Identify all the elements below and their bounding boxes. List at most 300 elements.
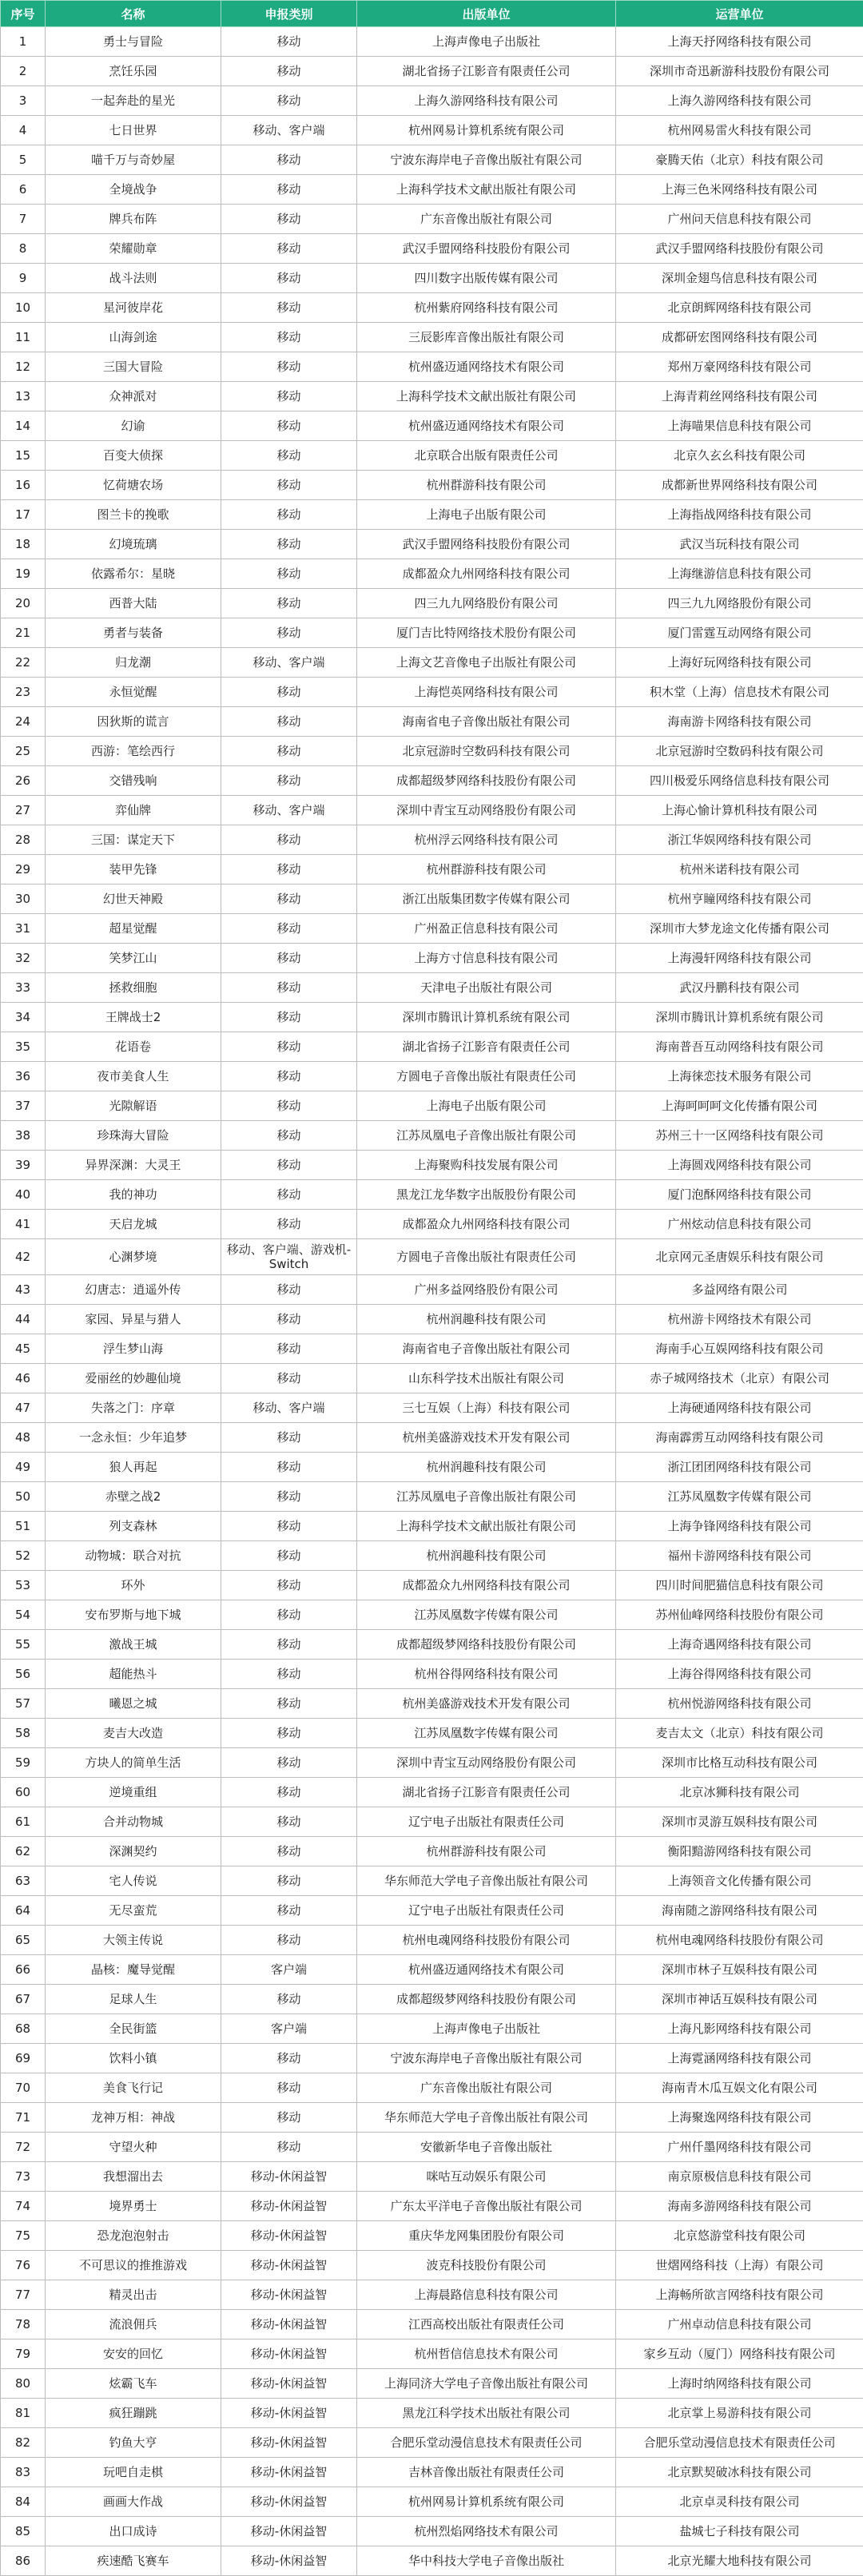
cell-category: 移动 — [221, 766, 357, 796]
cell-category: 移动 — [221, 1275, 357, 1305]
table-row — [1, 766, 863, 796]
cell-publisher: 深圳中青宝互动网络股份有限公司 — [357, 796, 616, 825]
cell-category: 移动-休闲益智 — [221, 2399, 357, 2428]
cell-index: 13 — [1, 382, 46, 411]
cell-operator: 杭州电魂网络科技股份有限公司 — [616, 1926, 863, 1955]
cell-operator: 上海凡影网络科技有限公司 — [616, 2014, 863, 2044]
cell-name: 安安的回忆 — [46, 2339, 221, 2369]
table-row — [1, 1091, 863, 1121]
cell-category: 移动-休闲益智 — [221, 2428, 357, 2458]
cell-index: 44 — [1, 1305, 46, 1334]
cell-index: 15 — [1, 441, 46, 471]
cell-name: 我的神功 — [46, 1180, 221, 1210]
cell-name: 七日世界 — [46, 116, 221, 145]
cell-operator: 合肥乐堂动漫信息技术有限责任公司 — [616, 2428, 863, 2458]
table-row — [1, 1837, 863, 1866]
cell-operator: 杭州亨瞳网络科技有限公司 — [616, 885, 863, 914]
table-row — [1, 1719, 863, 1748]
cell-name: 笑梦江山 — [46, 944, 221, 973]
table-row — [1, 1482, 863, 1512]
table-row — [1, 1985, 863, 2014]
cell-operator: 麦吉太文（北京）科技有限公司 — [616, 1719, 863, 1748]
cell-name: 忆荷塘农场 — [46, 471, 221, 500]
table-row — [1, 885, 863, 914]
cell-operator: 上海领音文化传播有限公司 — [616, 1866, 863, 1896]
cell-operator: 浙江团团网络科技有限公司 — [616, 1453, 863, 1482]
cell-category: 移动 — [221, 471, 357, 500]
cell-index: 40 — [1, 1180, 46, 1210]
cell-name: 饮料小镇 — [46, 2044, 221, 2073]
cell-name: 勇者与装备 — [46, 618, 221, 648]
cell-operator: 深圳市比格互动科技有限公司 — [616, 1748, 863, 1778]
table-row — [1, 2517, 863, 2546]
cell-index: 7 — [1, 205, 46, 234]
cell-name: 我想溜出去 — [46, 2162, 221, 2192]
cell-name: 光隙解语 — [46, 1091, 221, 1121]
table-row — [1, 1423, 863, 1453]
cell-operator: 衡阳黯游网络科技有限公司 — [616, 1837, 863, 1866]
cell-name: 烹饪乐园 — [46, 57, 221, 86]
cell-index: 5 — [1, 145, 46, 175]
cell-operator: 上海漫轩网络科技有限公司 — [616, 944, 863, 973]
cell-publisher: 宁波东海岸电子音像出版社有限公司 — [357, 2044, 616, 2073]
table-row — [1, 825, 863, 855]
cell-index: 10 — [1, 293, 46, 323]
cell-operator: 上海畅所欲言网络科技有限公司 — [616, 2280, 863, 2310]
cell-operator: 上海霓涵网络科技有限公司 — [616, 2044, 863, 2073]
cell-name: 疾速酷飞赛车 — [46, 2546, 221, 2576]
cell-index: 66 — [1, 1955, 46, 1985]
table-row — [1, 2073, 863, 2103]
cell-index: 25 — [1, 737, 46, 766]
cell-category: 移动-休闲益智 — [221, 2251, 357, 2280]
cell-category: 移动 — [221, 530, 357, 559]
cell-name: 西普大陆 — [46, 589, 221, 618]
cell-category: 客户端 — [221, 1955, 357, 1985]
cell-operator: 四三九九网络股份有限公司 — [616, 589, 863, 618]
cell-operator: 上海呵呵呵文化传播有限公司 — [616, 1091, 863, 1121]
cell-publisher: 黑龙江科学技术出版社有限公司 — [357, 2399, 616, 2428]
table-row — [1, 1305, 863, 1334]
cell-category: 移动-休闲益智 — [221, 2162, 357, 2192]
cell-category: 移动 — [221, 1896, 357, 1926]
cell-name: 安布罗斯与地下城 — [46, 1600, 221, 1630]
cell-name: 夜市美食人生 — [46, 1062, 221, 1091]
cell-category: 移动 — [221, 411, 357, 441]
cell-index: 28 — [1, 825, 46, 855]
cell-publisher: 江苏凤凰数字传媒有限公司 — [357, 1600, 616, 1630]
table-row — [1, 1003, 863, 1032]
cell-index: 63 — [1, 1866, 46, 1896]
cell-name: 钓鱼大亨 — [46, 2428, 221, 2458]
cell-index: 31 — [1, 914, 46, 944]
cell-operator: 豪腾天佑（北京）科技有限公司 — [616, 145, 863, 175]
cell-category: 移动-休闲益智 — [221, 2517, 357, 2546]
cell-index: 47 — [1, 1393, 46, 1423]
cell-index: 20 — [1, 589, 46, 618]
cell-operator: 广州卓动信息科技有限公司 — [616, 2310, 863, 2339]
cell-index: 23 — [1, 678, 46, 707]
cell-category: 移动 — [221, 57, 357, 86]
cell-index: 65 — [1, 1926, 46, 1955]
cell-publisher: 吉林音像出版社有限责任公司 — [357, 2458, 616, 2487]
cell-name: 画画大作战 — [46, 2487, 221, 2517]
cell-publisher: 三辰影库音像出版社有限公司 — [357, 323, 616, 352]
cell-publisher: 山东科学技术出版社有限公司 — [357, 1364, 616, 1393]
cell-index: 2 — [1, 57, 46, 86]
cell-publisher: 成都超级梦网络科技股份有限公司 — [357, 766, 616, 796]
cell-operator: 上海继游信息科技有限公司 — [616, 559, 863, 589]
cell-category: 移动-休闲益智 — [221, 2369, 357, 2399]
cell-publisher: 武汉手盟网络科技股份有限公司 — [357, 234, 616, 264]
cell-category: 移动 — [221, 2073, 357, 2103]
cell-category: 移动 — [221, 1689, 357, 1719]
cell-publisher: 上海声像电子出版社 — [357, 27, 616, 57]
table-row — [1, 737, 863, 766]
cell-category: 移动 — [221, 914, 357, 944]
table-row — [1, 707, 863, 737]
cell-operator: 赤子城网络技术（北京）有限公司 — [616, 1364, 863, 1393]
cell-operator: 上海硬通网络科技有限公司 — [616, 1393, 863, 1423]
table-row — [1, 500, 863, 530]
cell-publisher: 杭州群游科技有限公司 — [357, 1837, 616, 1866]
cell-index: 52 — [1, 1541, 46, 1571]
cell-publisher: 成都盈众九州网络科技有限公司 — [357, 1571, 616, 1600]
table-row — [1, 1955, 863, 1985]
cell-category: 移动 — [221, 293, 357, 323]
table-row — [1, 1239, 863, 1275]
cell-category: 移动 — [221, 1748, 357, 1778]
table-row — [1, 2044, 863, 2073]
cell-publisher: 天津电子出版社有限公司 — [357, 973, 616, 1003]
cell-name: 幻唐志：逍遥外传 — [46, 1275, 221, 1305]
cell-publisher: 上海同济大学电子音像出版社有限公司 — [357, 2369, 616, 2399]
table-row — [1, 796, 863, 825]
cell-name: 花语卷 — [46, 1032, 221, 1062]
cell-category: 移动 — [221, 264, 357, 293]
cell-index: 82 — [1, 2428, 46, 2458]
cell-name: 方块人的简单生活 — [46, 1748, 221, 1778]
cell-publisher: 武汉手盟网络科技股份有限公司 — [357, 530, 616, 559]
cell-category: 移动 — [221, 855, 357, 885]
cell-operator: 四川时间肥猫信息科技有限公司 — [616, 1571, 863, 1600]
cell-category: 移动 — [221, 737, 357, 766]
cell-category: 移动 — [221, 1151, 357, 1180]
cell-operator: 苏州三十一区网络科技有限公司 — [616, 1121, 863, 1151]
cell-category: 移动 — [221, 2103, 357, 2133]
cell-index: 29 — [1, 855, 46, 885]
cell-publisher: 方圆电子音像出版社有限责任公司 — [357, 1239, 616, 1275]
cell-publisher: 咪咕互动娱乐有限公司 — [357, 2162, 616, 2192]
cell-index: 37 — [1, 1091, 46, 1121]
cell-index: 12 — [1, 352, 46, 382]
cell-index: 48 — [1, 1423, 46, 1453]
cell-operator: 上海谷得网络科技有限公司 — [616, 1660, 863, 1689]
cell-index: 17 — [1, 500, 46, 530]
cell-name: 激战王城 — [46, 1630, 221, 1660]
cell-publisher: 湖北省扬子江影音有限责任公司 — [357, 57, 616, 86]
cell-publisher: 杭州哲信信息技术有限公司 — [357, 2339, 616, 2369]
cell-index: 16 — [1, 471, 46, 500]
cell-operator: 杭州米诺科技有限公司 — [616, 855, 863, 885]
cell-category: 移动、客户端 — [221, 648, 357, 678]
cell-operator: 浙江华娱网络科技有限公司 — [616, 825, 863, 855]
cell-category: 移动 — [221, 1364, 357, 1393]
cell-index: 1 — [1, 27, 46, 57]
cell-index: 9 — [1, 264, 46, 293]
cell-name: 流浪佣兵 — [46, 2310, 221, 2339]
cell-publisher: 江苏凤凰数字传媒有限公司 — [357, 1719, 616, 1748]
cell-category: 移动-休闲益智 — [221, 2339, 357, 2369]
cell-name: 动物城：联合对抗 — [46, 1541, 221, 1571]
cell-name: 战斗法则 — [46, 264, 221, 293]
cell-publisher: 方圆电子音像出版社有限责任公司 — [357, 1062, 616, 1091]
cell-category: 移动 — [221, 1210, 357, 1239]
table-row — [1, 1062, 863, 1091]
cell-category: 移动 — [221, 1778, 357, 1807]
cell-operator: 四川极爱乐网络信息科技有限公司 — [616, 766, 863, 796]
cell-index: 41 — [1, 1210, 46, 1239]
cell-category: 移动 — [221, 1541, 357, 1571]
cell-index: 6 — [1, 175, 46, 205]
cell-operator: 北京卓灵科技有限公司 — [616, 2487, 863, 2517]
table-row — [1, 2103, 863, 2133]
cell-index: 46 — [1, 1364, 46, 1393]
cell-name: 荣耀勋章 — [46, 234, 221, 264]
cell-category: 移动、客户端 — [221, 796, 357, 825]
cell-category: 移动-休闲益智 — [221, 2221, 357, 2251]
table-header-row — [1, 1, 863, 27]
cell-category: 移动 — [221, 1453, 357, 1482]
cell-publisher: 深圳市腾讯计算机系统有限公司 — [357, 1003, 616, 1032]
table-row — [1, 2399, 863, 2428]
header-index: 序号 — [1, 1, 46, 27]
cell-operator: 厦门泡酥网络科技有限公司 — [616, 1180, 863, 1210]
cell-name: 玩吧自走棋 — [46, 2458, 221, 2487]
table-row — [1, 264, 863, 293]
cell-publisher: 深圳中青宝互动网络股份有限公司 — [357, 1748, 616, 1778]
cell-operator: 北京久玄幺科技有限公司 — [616, 441, 863, 471]
cell-category: 移动 — [221, 382, 357, 411]
table-row — [1, 86, 863, 116]
cell-index: 39 — [1, 1151, 46, 1180]
cell-category: 移动 — [221, 1032, 357, 1062]
cell-index: 81 — [1, 2399, 46, 2428]
table-row — [1, 618, 863, 648]
cell-operator: 上海天抒网络科技有限公司 — [616, 27, 863, 57]
cell-publisher: 北京联合出版有限责任公司 — [357, 441, 616, 471]
cell-operator: 深圳市林子互娱科技有限公司 — [616, 1955, 863, 1985]
cell-name: 幻世天神殿 — [46, 885, 221, 914]
cell-category: 移动-休闲益智 — [221, 2192, 357, 2221]
cell-publisher: 合肥乐堂动漫信息技术有限责任公司 — [357, 2428, 616, 2458]
cell-name: 图兰卡的挽歌 — [46, 500, 221, 530]
cell-category: 移动、客户端、游戏机-Switch — [221, 1239, 357, 1275]
table-row — [1, 1032, 863, 1062]
cell-category: 移动 — [221, 234, 357, 264]
cell-name: 幻谕 — [46, 411, 221, 441]
cell-index: 51 — [1, 1512, 46, 1541]
cell-category: 移动 — [221, 825, 357, 855]
cell-publisher: 四川数字出版传媒有限公司 — [357, 264, 616, 293]
cell-category: 移动 — [221, 1719, 357, 1748]
cell-publisher: 杭州盛迈通网络技术有限公司 — [357, 1955, 616, 1985]
cell-category: 移动 — [221, 500, 357, 530]
cell-index: 80 — [1, 2369, 46, 2399]
cell-index: 11 — [1, 323, 46, 352]
cell-operator: 上海奇遇网络科技有限公司 — [616, 1630, 863, 1660]
cell-publisher: 广东音像出版社有限公司 — [357, 205, 616, 234]
cell-publisher: 湖北省扬子江影音有限责任公司 — [357, 1032, 616, 1062]
cell-name: 全境战争 — [46, 175, 221, 205]
cell-index: 54 — [1, 1600, 46, 1630]
table-row — [1, 1541, 863, 1571]
cell-name: 不可思议的推推游戏 — [46, 2251, 221, 2280]
table-row — [1, 2428, 863, 2458]
cell-operator: 世熠网络科技（上海）有限公司 — [616, 2251, 863, 2280]
cell-publisher: 上海恺英网络科技有限公司 — [357, 678, 616, 707]
table-row — [1, 648, 863, 678]
cell-publisher: 广州多益网络股份有限公司 — [357, 1275, 616, 1305]
table-row — [1, 1453, 863, 1482]
cell-name: 合并动物城 — [46, 1807, 221, 1837]
cell-category: 移动 — [221, 1003, 357, 1032]
cell-operator: 江苏凤凰数字传媒有限公司 — [616, 1482, 863, 1512]
cell-category: 移动 — [221, 944, 357, 973]
cell-name: 勇士与冒险 — [46, 27, 221, 57]
table-row — [1, 2162, 863, 2192]
cell-index: 32 — [1, 944, 46, 973]
cell-operator: 杭州悦游网络科技有限公司 — [616, 1689, 863, 1719]
table-row — [1, 323, 863, 352]
cell-operator: 北京网元圣唐娱乐科技有限公司 — [616, 1239, 863, 1275]
cell-category: 移动 — [221, 1571, 357, 1600]
cell-operator: 上海喵果信息科技有限公司 — [616, 411, 863, 441]
cell-publisher: 杭州群游科技有限公司 — [357, 471, 616, 500]
cell-index: 8 — [1, 234, 46, 264]
cell-operator: 广州炫动信息科技有限公司 — [616, 1210, 863, 1239]
cell-operator: 北京光耀大地科技有限公司 — [616, 2546, 863, 2576]
cell-category: 移动 — [221, 175, 357, 205]
cell-operator: 上海久游网络科技有限公司 — [616, 86, 863, 116]
cell-operator: 广州仟墨网络科技有限公司 — [616, 2133, 863, 2162]
cell-operator: 上海青莉丝网络科技有限公司 — [616, 382, 863, 411]
cell-category: 移动 — [221, 678, 357, 707]
cell-category: 移动-休闲益智 — [221, 2487, 357, 2517]
cell-category: 移动 — [221, 1660, 357, 1689]
cell-index: 24 — [1, 707, 46, 737]
cell-operator: 海南普吾互动网络科技有限公司 — [616, 1032, 863, 1062]
cell-name: 交错残响 — [46, 766, 221, 796]
cell-publisher: 浙江出版集团数字传媒有限公司 — [357, 885, 616, 914]
cell-category: 移动-休闲益智 — [221, 2310, 357, 2339]
table-row — [1, 382, 863, 411]
cell-index: 55 — [1, 1630, 46, 1660]
table-row — [1, 293, 863, 323]
cell-category: 移动 — [221, 1512, 357, 1541]
cell-operator: 杭州游卡网络技术有限公司 — [616, 1305, 863, 1334]
cell-category: 移动 — [221, 1866, 357, 1896]
cell-index: 30 — [1, 885, 46, 914]
table-row — [1, 1748, 863, 1778]
cell-publisher: 海南省电子音像出版社有限公司 — [357, 707, 616, 737]
cell-category: 移动 — [221, 1423, 357, 1453]
cell-operator: 深圳金翅鸟信息科技有限公司 — [616, 264, 863, 293]
cell-index: 74 — [1, 2192, 46, 2221]
cell-operator: 苏州仙峰网络科技股份有限公司 — [616, 1600, 863, 1630]
cell-index: 50 — [1, 1482, 46, 1512]
cell-category: 客户端 — [221, 2014, 357, 2044]
cell-publisher: 华中科技大学电子音像出版社 — [357, 2546, 616, 2576]
cell-publisher: 上海久游网络科技有限公司 — [357, 86, 616, 116]
cell-index: 75 — [1, 2221, 46, 2251]
cell-name: 无尽蛮荒 — [46, 1896, 221, 1926]
table-row — [1, 2221, 863, 2251]
table-row — [1, 1926, 863, 1955]
cell-publisher: 厦门吉比特网络技术股份有限公司 — [357, 618, 616, 648]
cell-operator: 海南青木瓜互娱文化有限公司 — [616, 2073, 863, 2103]
table-row — [1, 27, 863, 57]
cell-operator: 南京原极信息科技有限公司 — [616, 2162, 863, 2192]
table-row — [1, 1866, 863, 1896]
table-row — [1, 1364, 863, 1393]
table-row — [1, 1778, 863, 1807]
cell-operator: 上海聚逸网络科技有限公司 — [616, 2103, 863, 2133]
table-row — [1, 175, 863, 205]
cell-name: 心渊梦境 — [46, 1239, 221, 1275]
cell-publisher: 波克科技股份有限公司 — [357, 2251, 616, 2280]
cell-category: 移动 — [221, 1926, 357, 1955]
cell-name: 曦恩之城 — [46, 1689, 221, 1719]
cell-operator: 盐城七子科技有限公司 — [616, 2517, 863, 2546]
table-row — [1, 57, 863, 86]
cell-name: 三国大冒险 — [46, 352, 221, 382]
cell-name: 美食飞行记 — [46, 2073, 221, 2103]
cell-operator: 海南多游网络科技有限公司 — [616, 2192, 863, 2221]
cell-name: 百变大侦探 — [46, 441, 221, 471]
cell-publisher: 杭州润趣科技有限公司 — [357, 1541, 616, 1571]
table-row — [1, 2487, 863, 2517]
cell-operator: 家乡互动（厦门）网络科技有限公司 — [616, 2339, 863, 2369]
cell-publisher: 杭州浮云网络科技有限公司 — [357, 825, 616, 855]
cell-index: 60 — [1, 1778, 46, 1807]
cell-operator: 郑州万豪网络科技有限公司 — [616, 352, 863, 382]
cell-index: 21 — [1, 618, 46, 648]
cell-name: 众神派对 — [46, 382, 221, 411]
cell-index: 4 — [1, 116, 46, 145]
cell-name: 三国：谋定天下 — [46, 825, 221, 855]
cell-name: 归龙潮 — [46, 648, 221, 678]
cell-name: 狼人再起 — [46, 1453, 221, 1482]
header-publisher: 出版单位 — [357, 1, 616, 27]
cell-operator: 北京朗辉网络科技有限公司 — [616, 293, 863, 323]
cell-category: 移动 — [221, 323, 357, 352]
cell-index: 77 — [1, 2280, 46, 2310]
cell-operator: 海南随之游网络科技有限公司 — [616, 1896, 863, 1926]
cell-operator: 武汉丹鹏科技有限公司 — [616, 973, 863, 1003]
cell-name: 逆境重组 — [46, 1778, 221, 1807]
cell-publisher: 杭州美盛游戏技术开发有限公司 — [357, 1689, 616, 1719]
cell-index: 26 — [1, 766, 46, 796]
cell-publisher: 上海科学技术文献出版社有限公司 — [357, 382, 616, 411]
cell-publisher: 重庆华龙网集团股份有限公司 — [357, 2221, 616, 2251]
cell-name: 龙神万相：神战 — [46, 2103, 221, 2133]
cell-category: 移动 — [221, 1600, 357, 1630]
cell-index: 85 — [1, 2517, 46, 2546]
table-row — [1, 1334, 863, 1364]
table-row — [1, 2192, 863, 2221]
cell-publisher: 上海科学技术文献出版社有限公司 — [357, 175, 616, 205]
